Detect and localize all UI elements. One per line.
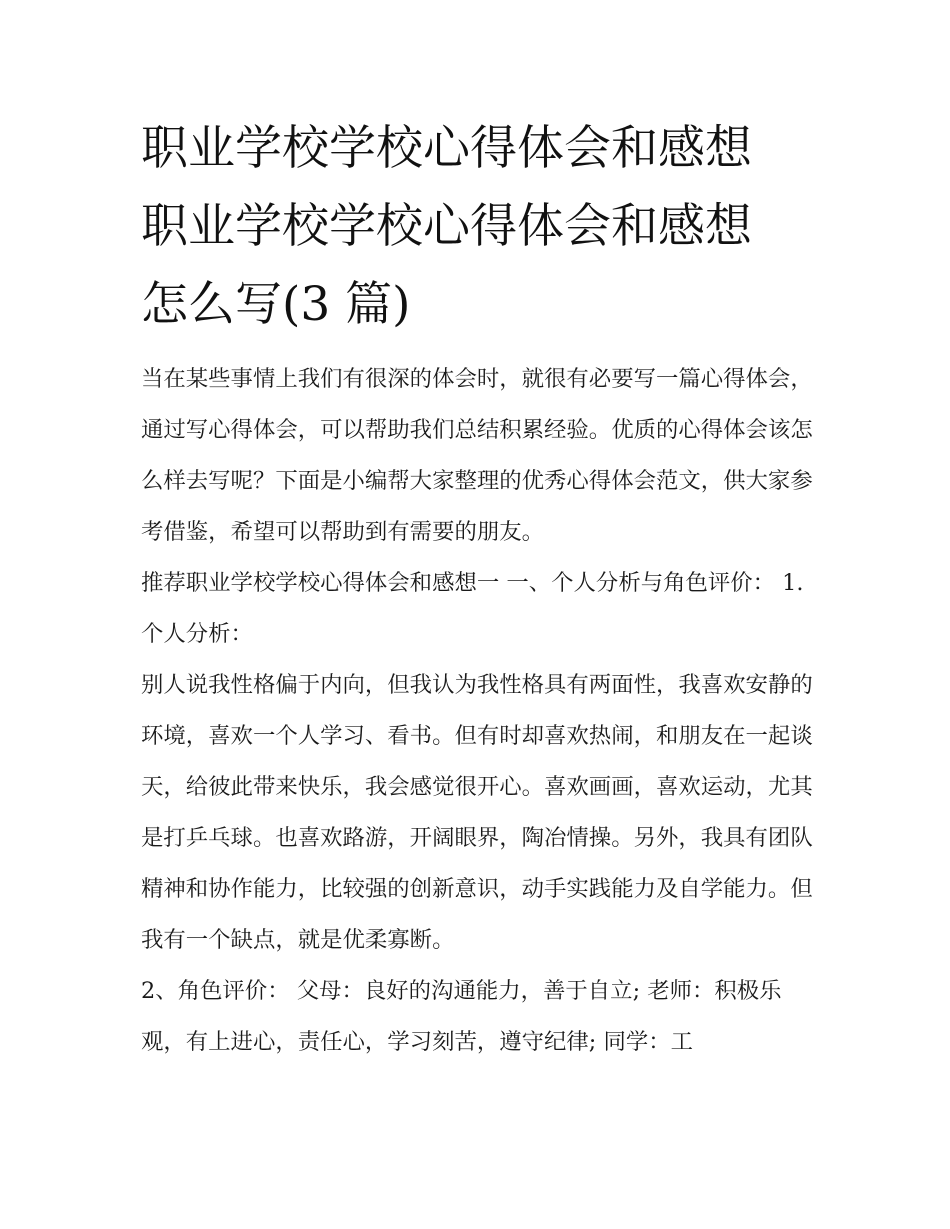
personal-analysis-paragraph: 别人说我性格偏于内向，但我认为我性格具有两面性，我喜欢安静的环境，喜欢一个人学习、看书。但有时却喜欢热闹，和朋友在一起谈天，给彼此带来快乐，我会感觉很开心。喜欢画画，喜欢运动，尤其是打乒乓球。也喜欢路游，开阔眼界，陶冶情操。另外，我具有团队精神和协作能力，比较强的创新意识，动手实践能力及自学能力。但我有一个缺点，就是优柔寡断。 [141,672,813,953]
intro-paragraph: 当在某些事情上我们有很深的体会时，就很有必要写一篇心得体会，通过写心得体会，可以帮助我们总结积累经验。优质的心得体会该怎么样去写呢？下面是小编帮大家整理的优秀心得体会范文，供大家参考借鉴，希望可以帮助到有需要的朋友。 [141,366,813,545]
title-line-1: 职业学校学校心得体会和感想 [141,121,752,176]
section-heading-paragraph: 推荐职业学校学校心得体会和感想一 一、个人分析与角色评价： 1.个人分析： [141,570,804,647]
document-body [141,110,813,1068]
title-line-3: 怎么写(3 篇) [141,277,411,332]
document-title [141,110,813,344]
role-evaluation-paragraph: 2、角色评价： 父母：良好的沟通能力，善于自立; 老师：积极乐观，有上进心，责任心，学习刻苦，遵守纪律; 同学：工 [141,978,782,1055]
title-line-2: 职业学校学校心得体会和感想 [141,199,752,254]
